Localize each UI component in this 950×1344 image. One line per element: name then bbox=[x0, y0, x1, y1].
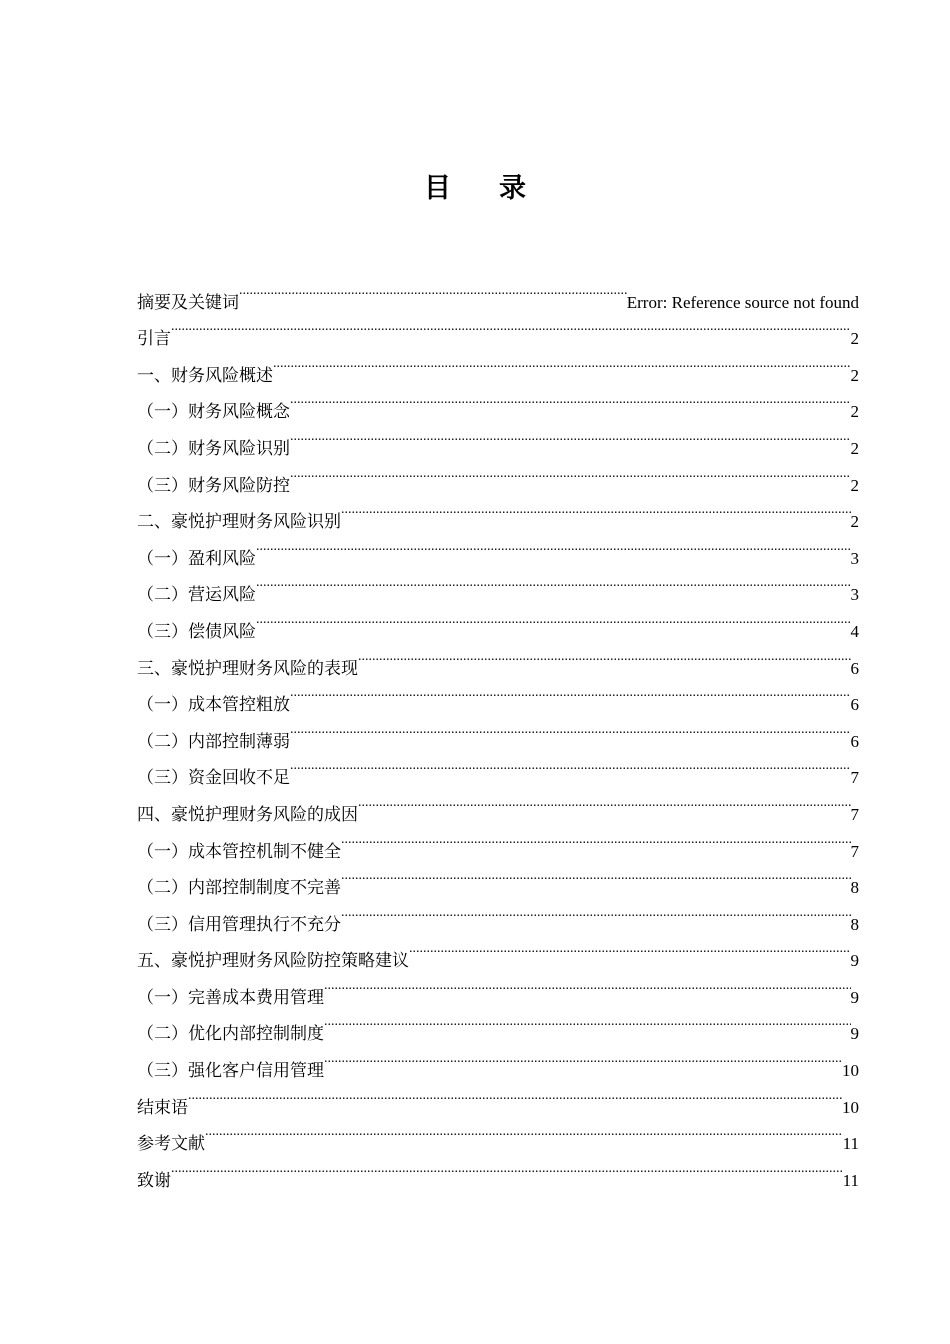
toc-dot-leader bbox=[290, 747, 851, 784]
toc-entry-label: 致谢 bbox=[137, 1170, 171, 1190]
toc-entry-label: （二）优化内部控制制度 bbox=[137, 1024, 324, 1044]
toc-entry-label: 参考文献 bbox=[137, 1134, 205, 1154]
toc-dot-leader bbox=[239, 271, 627, 308]
toc-dot-leader bbox=[341, 491, 851, 528]
toc-dot-leader bbox=[188, 1076, 842, 1113]
toc-entry-label: 一、财务风险概述 bbox=[137, 365, 273, 385]
toc-dot-leader bbox=[290, 381, 851, 418]
toc-entry-page-number: 2 bbox=[850, 512, 859, 532]
toc-entry-page-number: 2 bbox=[850, 438, 859, 458]
toc-entry-page-number: 2 bbox=[850, 329, 859, 349]
toc-entry-label: 摘要及关键词 bbox=[137, 292, 239, 312]
toc-entry-label: （三）强化客户信用管理 bbox=[137, 1061, 324, 1081]
toc-entry[interactable] bbox=[137, 1149, 859, 1190]
toc-entry-label: （一）完善成本费用管理 bbox=[137, 987, 324, 1007]
toc-entry-label: 二、豪悦护理财务风险识别 bbox=[137, 512, 341, 532]
toc-dot-leader bbox=[290, 710, 851, 747]
toc-entry[interactable] bbox=[137, 308, 859, 349]
toc-dot-leader bbox=[256, 527, 851, 564]
toc-dot-leader bbox=[205, 1113, 843, 1150]
toc-entry-page-number: 7 bbox=[850, 841, 859, 861]
toc-entry-page-number: 10 bbox=[842, 1061, 859, 1081]
toc-entry-page-number: 6 bbox=[850, 695, 859, 715]
toc-entry-label: 五、豪悦护理财务风险防控策略建议 bbox=[137, 951, 409, 971]
toc-dot-leader bbox=[341, 893, 851, 930]
toc-entry-page-number: 8 bbox=[850, 914, 859, 934]
toc-entry-page-number: 8 bbox=[850, 878, 859, 898]
toc-entry[interactable] bbox=[137, 271, 859, 312]
toc-entry-page-number: 11 bbox=[842, 1170, 859, 1190]
toc-entry-page-number: 10 bbox=[842, 1097, 859, 1117]
toc-entry-page-number: 3 bbox=[850, 548, 859, 568]
toc-dot-leader bbox=[171, 308, 851, 345]
toc-entry-label: （一）财务风险概念 bbox=[137, 402, 290, 422]
toc-entry-label: （三）偿债风险 bbox=[137, 621, 256, 641]
toc-dot-leader bbox=[324, 966, 851, 1003]
toc-entry-page-number: 9 bbox=[850, 1024, 859, 1044]
toc-entry-page-number: 2 bbox=[850, 365, 859, 385]
toc-dot-leader bbox=[290, 674, 851, 711]
toc-dot-leader bbox=[358, 637, 851, 674]
toc-entry-label: （二）内部控制薄弱 bbox=[137, 731, 290, 751]
toc-entry[interactable] bbox=[137, 1113, 859, 1154]
toc-entry-label: （二）财务风险识别 bbox=[137, 438, 290, 458]
toc-dot-leader bbox=[341, 857, 851, 894]
toc-entry-page-number: 4 bbox=[850, 621, 859, 641]
toc-entry-label: （二）内部控制制度不完善 bbox=[137, 878, 341, 898]
toc-entry-page-number: 2 bbox=[850, 402, 859, 422]
toc-dot-leader bbox=[256, 600, 851, 637]
toc-entry-label: 引言 bbox=[137, 329, 171, 349]
toc-entry-label: （一）盈利风险 bbox=[137, 548, 256, 568]
toc-entry-page-number: 2 bbox=[850, 475, 859, 495]
toc-entry-label: （三）财务风险防控 bbox=[137, 475, 290, 495]
title-char-2: 录 bbox=[499, 173, 526, 203]
title-char-1: 目 bbox=[424, 173, 451, 203]
toc-entry-label: （一）成本管控机制不健全 bbox=[137, 841, 341, 861]
toc-entry-page-number: 6 bbox=[850, 731, 859, 751]
toc-entry-label: （三）信用管理执行不充分 bbox=[137, 914, 341, 934]
toc-entry-page-number: 9 bbox=[850, 951, 859, 971]
toc-entry-page-number: 6 bbox=[850, 658, 859, 678]
toc-entry-label: 三、豪悦护理财务风险的表现 bbox=[137, 658, 358, 678]
toc-entry-label: 四、豪悦护理财务风险的成因 bbox=[137, 804, 358, 824]
toc-entry-page-number: Error: Reference source not found bbox=[626, 292, 859, 312]
toc-dot-leader bbox=[290, 454, 851, 491]
toc-dot-leader bbox=[256, 564, 851, 601]
toc-entry[interactable] bbox=[137, 344, 859, 385]
toc-entry-page-number: 9 bbox=[850, 987, 859, 1007]
toc-dot-leader bbox=[358, 783, 851, 820]
page-title bbox=[0, 168, 950, 208]
toc-entry-label: （二）营运风险 bbox=[137, 585, 256, 605]
toc-entry-page-number: 11 bbox=[842, 1134, 859, 1154]
toc-dot-leader bbox=[171, 1149, 843, 1186]
toc-dot-leader bbox=[409, 930, 851, 967]
toc-entry[interactable] bbox=[137, 1076, 859, 1117]
toc-dot-leader bbox=[324, 1003, 851, 1040]
table-of-contents bbox=[137, 271, 859, 1190]
toc-entry-label: 结束语 bbox=[137, 1097, 188, 1117]
toc-entry-page-number: 3 bbox=[850, 585, 859, 605]
toc-entry-page-number: 7 bbox=[850, 804, 859, 824]
toc-entry-page-number: 7 bbox=[850, 768, 859, 788]
toc-dot-leader bbox=[290, 417, 851, 454]
toc-dot-leader bbox=[273, 344, 851, 381]
toc-entry-label: （三）资金回收不足 bbox=[137, 768, 290, 788]
toc-dot-leader bbox=[324, 1039, 842, 1076]
toc-dot-leader bbox=[341, 820, 851, 857]
toc-entry-label: （一）成本管控粗放 bbox=[137, 695, 290, 715]
